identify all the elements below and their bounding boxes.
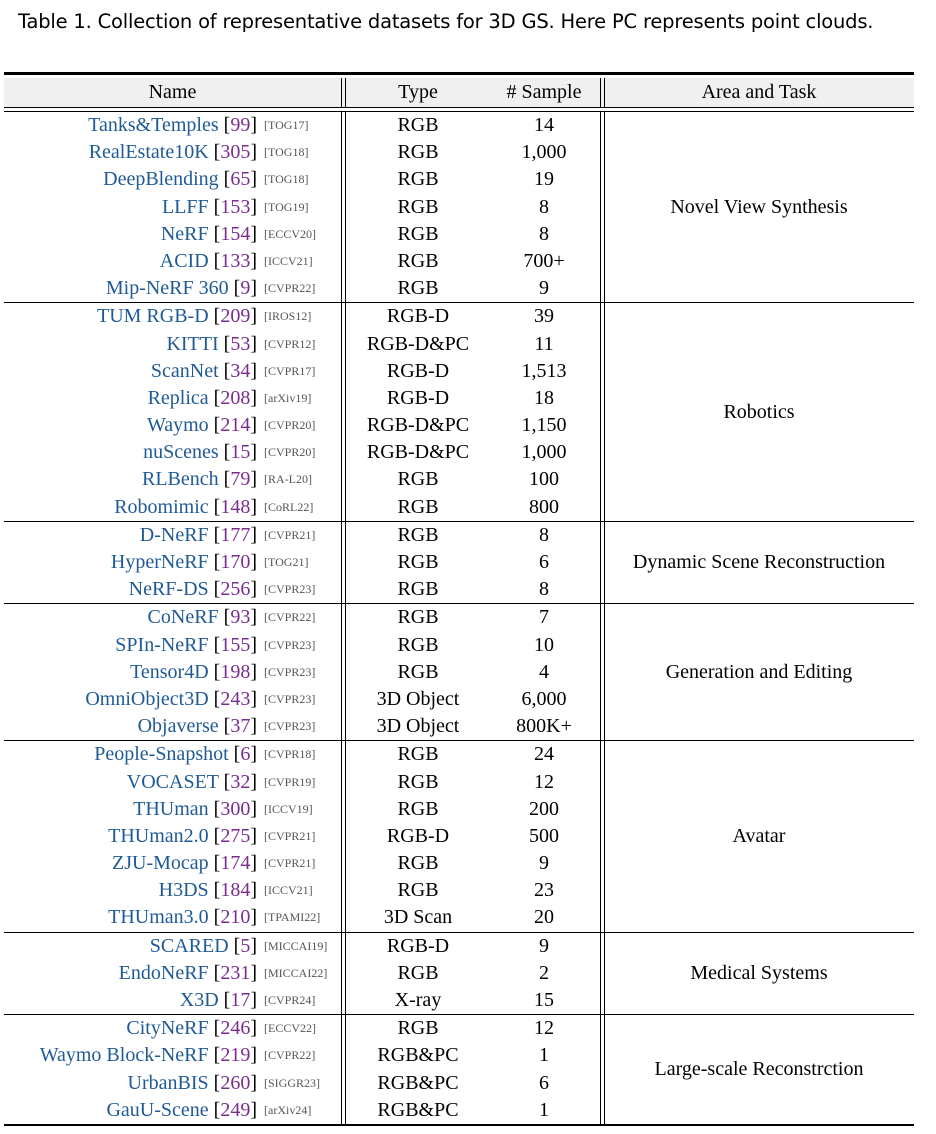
dataset-name[interactable]: NeRF-DS: [128, 578, 209, 601]
sample-count-cell: 15: [534, 989, 554, 1011]
dataset-name[interactable]: Tensor4D: [130, 660, 209, 683]
venue-tag: [TPAMI22]: [264, 910, 321, 925]
data-type-cell: RGB-D: [386, 386, 450, 409]
sample-count-cell: 9: [539, 277, 549, 300]
citation-ref[interactable]: 99: [230, 114, 251, 136]
dataset-name-cell: NeRF [154]: [160, 222, 257, 245]
citation-ref[interactable]: 208: [220, 386, 251, 409]
table-group: [4, 522, 914, 604]
venue-tag: [CVPR22]: [264, 1048, 316, 1063]
data-type-cell: RGB-D&PC: [366, 441, 470, 464]
citation-ref[interactable]: 5: [240, 934, 251, 957]
dataset-name-cell: Objaverse [37]: [137, 715, 257, 738]
dataset-name-cell: Robomimic [148]: [114, 495, 257, 518]
dataset-name-cell: RealEstate10K [305]: [88, 141, 257, 164]
dataset-name-cell: RLBench [79]: [142, 468, 257, 491]
dataset-name-cell: GauU-Scene [249]: [106, 1098, 257, 1121]
data-type-cell: RGB: [397, 114, 439, 136]
table-group: [4, 303, 914, 521]
venue-tag: [CVPR17]: [264, 363, 316, 378]
sample-count-cell: 7: [539, 606, 549, 629]
sample-count-cell: 12: [534, 770, 554, 793]
citation-ref[interactable]: 154: [220, 222, 251, 245]
sample-count-cell: 800K+: [516, 715, 572, 738]
dataset-name-cell: TUM RGB-D [209]: [96, 305, 257, 328]
venue-tag: [CVPR12]: [264, 336, 316, 351]
dataset-name[interactable]: OmniObject3D: [85, 687, 209, 710]
data-type-cell: RGB-D: [386, 359, 450, 382]
dataset-name[interactable]: GauU-Scene: [106, 1098, 209, 1121]
dataset-name-cell: Mip-NeRF 360 [9]: [105, 277, 257, 300]
dataset-name-cell: VOCASET [32]: [126, 770, 257, 793]
dataset-name-cell: SCARED [5]: [149, 934, 257, 957]
area-task-cell: Novel View Synthesis: [670, 195, 848, 218]
dataset-name-cell: CoNeRF [93]: [147, 606, 257, 629]
table-group: [4, 933, 914, 1015]
data-type-cell: RGB: [397, 852, 439, 875]
sample-count-cell: 6: [539, 1071, 549, 1094]
data-type-cell: RGB: [397, 879, 439, 902]
dataset-name[interactable]: Robomimic: [114, 495, 209, 518]
sample-count-cell: 500: [529, 824, 559, 847]
citation-ref[interactable]: 37: [230, 715, 251, 738]
data-type-cell: RGB: [397, 578, 439, 601]
venue-tag: [CVPR20]: [264, 445, 316, 460]
venue-tag: [CVPR22]: [264, 281, 316, 296]
dataset-name[interactable]: Tanks&Temples: [88, 114, 219, 136]
citation-ref[interactable]: 219: [220, 1044, 251, 1067]
data-type-cell: RGB: [397, 141, 439, 164]
citation-ref[interactable]: 275: [220, 824, 251, 847]
data-type-cell: RGB: [397, 797, 439, 820]
venue-tag: [CVPR21]: [264, 527, 316, 542]
venue-tag: [RA-L20]: [264, 472, 312, 487]
dataset-name[interactable]: ZJU-Mocap: [112, 852, 209, 875]
data-type-cell: RGB: [397, 633, 439, 656]
dataset-name-cell: ZJU-Mocap [174]: [112, 852, 257, 875]
dataset-name[interactable]: THUman2.0: [108, 824, 209, 847]
venue-tag: [CVPR21]: [264, 856, 316, 871]
dataset-name[interactable]: Mip-NeRF 360: [105, 277, 229, 300]
sample-count-cell: 4: [539, 660, 549, 683]
sample-count-cell: 2: [539, 961, 549, 984]
dataset-table: [4, 72, 914, 1126]
venue-tag: [TOG19]: [264, 199, 309, 214]
table-group: [4, 1015, 914, 1124]
venue-tag: [CVPR20]: [264, 418, 316, 433]
dataset-name-cell: D-NeRF [177]: [139, 523, 257, 546]
citation-ref[interactable]: 210: [220, 906, 251, 929]
sample-count-cell: 18: [534, 386, 554, 409]
sample-count-cell: 8: [539, 222, 549, 245]
data-type-cell: RGB-D: [386, 934, 450, 957]
citation-ref[interactable]: 300: [220, 797, 251, 820]
dataset-name[interactable]: SPIn-NeRF: [115, 633, 209, 656]
dataset-name-cell: LLFF [153]: [161, 195, 257, 218]
citation-ref[interactable]: 243: [220, 687, 251, 710]
sample-count-cell: 8: [539, 195, 549, 218]
dataset-name[interactable]: Replica: [147, 386, 209, 409]
sample-count-cell: 1,513: [521, 359, 567, 382]
dataset-name-cell: H3DS [184]: [158, 879, 257, 902]
venue-tag: [ICCV21]: [264, 883, 313, 898]
table-group: [4, 741, 914, 931]
sample-count-cell: 8: [539, 578, 549, 601]
sample-count-cell: 12: [534, 1017, 554, 1040]
venue-tag: [MICCAI22]: [264, 965, 328, 980]
venue-tag: [CVPR19]: [264, 774, 316, 789]
sample-count-cell: 20: [534, 906, 554, 929]
data-type-cell: RGB: [397, 495, 439, 518]
dataset-name-cell: UrbanBIS [260]: [127, 1071, 257, 1094]
venue-tag: [TOG18]: [264, 145, 309, 160]
table-body: [4, 112, 914, 1124]
dataset-name[interactable]: RealEstate10K: [88, 141, 209, 164]
data-type-cell: RGB&PC: [377, 1098, 459, 1121]
dataset-name-cell: Tanks&Temples [99]: [88, 114, 257, 136]
header-type: Type: [398, 81, 438, 103]
dataset-name[interactable]: VOCASET: [126, 770, 219, 793]
data-type-cell: RGB: [397, 606, 439, 629]
data-type-cell: 3D Scan: [383, 906, 453, 929]
data-type-cell: RGB: [397, 249, 439, 272]
citation-ref[interactable]: 198: [220, 660, 251, 683]
data-type-cell: RGB: [397, 222, 439, 245]
dataset-name[interactable]: D-NeRF: [139, 523, 209, 546]
citation-ref[interactable]: 53: [230, 332, 251, 355]
dataset-name-cell: ScanNet [34]: [150, 359, 257, 382]
venue-tag: [CVPR24]: [264, 993, 316, 1007]
venue-tag: [CoRL22]: [264, 499, 314, 514]
citation-ref[interactable]: 79: [230, 468, 251, 491]
citation-ref[interactable]: 148: [220, 495, 251, 518]
citation-ref[interactable]: 249: [220, 1098, 251, 1121]
dataset-name-cell: ACID [133]: [159, 249, 257, 272]
sample-count-cell: 23: [534, 879, 554, 902]
data-type-cell: 3D Object: [376, 715, 460, 738]
sample-count-cell: 11: [534, 332, 554, 355]
dataset-name-cell: THUman2.0 [275]: [108, 824, 257, 847]
data-type-cell: RGB-D&PC: [366, 332, 470, 355]
data-type-cell: RGB: [397, 961, 439, 984]
citation-ref[interactable]: 65: [230, 168, 251, 191]
citation-ref[interactable]: 260: [220, 1071, 251, 1094]
citation-ref[interactable]: 93: [230, 606, 251, 629]
header-name: Name: [148, 81, 197, 103]
dataset-name[interactable]: People-Snapshot: [94, 743, 229, 766]
sample-count-cell: 9: [539, 934, 549, 957]
area-task-cell: Avatar: [732, 824, 786, 847]
area-task-cell: Generation and Editing: [665, 660, 853, 683]
area-task-cell: Robotics: [723, 400, 795, 423]
dataset-name-cell: THUman [300]: [133, 797, 257, 820]
dataset-name-cell: THUman3.0 [210]: [108, 906, 257, 929]
sample-count-cell: 1: [539, 1098, 549, 1121]
area-task-cell: Medical Systems: [690, 961, 828, 984]
dataset-name-cell: Tensor4D [198]: [130, 660, 257, 683]
citation-ref[interactable]: 34: [230, 359, 251, 382]
dataset-name[interactable]: H3DS: [158, 879, 209, 902]
data-type-cell: RGB: [397, 168, 439, 191]
data-type-cell: RGB-D&PC: [366, 414, 470, 437]
data-type-cell: RGB-D: [386, 305, 450, 328]
dataset-name[interactable]: THUman3.0: [108, 906, 209, 929]
data-type-cell: RGB: [397, 551, 439, 573]
venue-tag: [arXiv24]: [264, 1102, 312, 1117]
citation-ref[interactable]: 15: [230, 441, 251, 464]
sample-count-cell: 700+: [523, 249, 565, 272]
dataset-name-cell: NeRF-DS [256]: [128, 578, 257, 601]
dataset-name[interactable]: UrbanBIS: [127, 1071, 209, 1094]
citation-ref[interactable]: 305: [220, 141, 251, 164]
dataset-name[interactable]: nuScenes: [143, 441, 219, 464]
sample-count-cell: 19: [534, 168, 554, 191]
dataset-name[interactable]: SCARED: [149, 934, 229, 957]
dataset-name-cell: Waymo [214]: [146, 414, 257, 437]
citation-ref[interactable]: 246: [220, 1017, 251, 1040]
header-area: Area and Task: [701, 81, 817, 103]
table-caption: Table 1. Collection of representative datasets for 3D GS. Here PC represents point clouds.: [18, 10, 874, 33]
sample-count-cell: 8: [539, 523, 549, 546]
bottom-rule: [4, 1124, 914, 1126]
sample-count-cell: 14: [534, 114, 554, 136]
sample-count-cell: 9: [539, 852, 549, 875]
venue-tag: [ICCV19]: [264, 801, 313, 816]
dataset-name-cell: Waymo Block-NeRF [219]: [39, 1044, 257, 1067]
sample-count-cell: 6,000: [521, 687, 567, 710]
venue-tag: [CVPR22]: [264, 610, 316, 625]
data-type-cell: RGB-D: [386, 824, 450, 847]
sample-count-cell: 39: [534, 305, 554, 328]
table-group: [4, 112, 914, 302]
venue-tag: [arXiv19]: [264, 390, 312, 405]
venue-tag: [IROS12]: [264, 309, 312, 324]
dataset-name[interactable]: CoNeRF: [147, 606, 219, 629]
sample-count-cell: 800: [529, 495, 559, 518]
area-task-cell: Large-scale Reconstrction: [654, 1058, 864, 1081]
data-type-cell: RGB: [397, 1017, 439, 1040]
data-type-cell: RGB: [397, 523, 439, 546]
header-sample: # Sample: [506, 81, 582, 103]
data-type-cell: X-ray: [394, 989, 442, 1011]
dataset-name[interactable]: Waymo Block-NeRF: [39, 1044, 209, 1067]
venue-tag: [SIGGR23]: [264, 1075, 320, 1090]
data-type-cell: RGB: [397, 770, 439, 793]
data-type-cell: RGB: [397, 743, 439, 766]
citation-ref[interactable]: 155: [220, 633, 251, 656]
venue-tag: [CVPR23]: [264, 637, 316, 652]
venue-tag: [MICCAI19]: [264, 938, 328, 953]
dataset-name[interactable]: CityNeRF: [126, 1017, 209, 1040]
dataset-name-cell: Replica [208]: [147, 386, 257, 409]
dataset-name-cell: SPIn-NeRF [155]: [115, 633, 257, 656]
venue-tag: [CVPR23]: [264, 719, 316, 734]
venue-tag: [CVPR23]: [264, 582, 316, 597]
area-task-cell: Dynamic Scene Reconstruction: [632, 551, 886, 574]
citation-ref[interactable]: 231: [220, 961, 251, 984]
dataset-name-cell: X3D [17]: [179, 989, 257, 1011]
citation-ref[interactable]: 177: [220, 523, 251, 546]
data-type-cell: RGB&PC: [377, 1044, 459, 1067]
sample-count-cell: 24: [534, 743, 554, 766]
data-type-cell: RGB: [397, 468, 439, 491]
citation-ref[interactable]: 133: [220, 249, 251, 272]
citation-ref[interactable]: 153: [220, 195, 251, 218]
dataset-name[interactable]: Objaverse: [137, 715, 219, 738]
sample-count-cell: 6: [539, 551, 549, 573]
citation-ref[interactable]: 6: [240, 743, 251, 766]
dataset-name[interactable]: THUman: [133, 797, 209, 820]
sample-count-cell: 10: [534, 633, 554, 656]
venue-tag: [TOG21]: [264, 555, 309, 569]
data-type-cell: RGB: [397, 277, 439, 300]
venue-tag: [CVPR21]: [264, 828, 316, 843]
data-type-cell: RGB: [397, 195, 439, 218]
dataset-name-cell: EndoNeRF [231]: [118, 961, 257, 984]
data-type-cell: RGB: [397, 660, 439, 683]
sample-count-cell: 1: [539, 1044, 549, 1067]
citation-ref[interactable]: 256: [220, 578, 251, 601]
dataset-name[interactable]: Waymo: [146, 414, 209, 437]
dataset-name[interactable]: NeRF: [160, 222, 209, 245]
sample-count-cell: 100: [529, 468, 559, 491]
dataset-name[interactable]: KITTI: [166, 332, 219, 355]
dataset-name-cell: OmniObject3D [243]: [85, 687, 257, 710]
dataset-name-cell: KITTI [53]: [166, 332, 257, 355]
venue-tag: [CVPR23]: [264, 664, 316, 679]
citation-ref[interactable]: 209: [220, 305, 251, 328]
dataset-name[interactable]: TUM RGB-D: [96, 305, 209, 328]
citation-ref[interactable]: 174: [220, 852, 251, 875]
venue-tag: [CVPR18]: [264, 747, 316, 762]
table-group: [4, 604, 914, 740]
venue-tag: [ICCV21]: [264, 253, 313, 268]
sample-count-cell: 1,000: [521, 441, 567, 464]
dataset-name-cell: DeepBlending [65]: [103, 168, 257, 191]
sample-count-cell: 1,000: [521, 141, 567, 164]
dataset-name[interactable]: RLBench: [142, 468, 219, 491]
dataset-name[interactable]: HyperNeRF: [110, 551, 209, 573]
citation-ref[interactable]: 214: [220, 414, 251, 437]
dataset-name[interactable]: X3D: [179, 989, 219, 1011]
citation-ref[interactable]: 170: [220, 551, 251, 573]
citation-ref[interactable]: 184: [220, 879, 251, 902]
sample-count-cell: 1,150: [521, 414, 567, 437]
citation-ref[interactable]: 32: [230, 770, 251, 793]
dataset-name[interactable]: DeepBlending: [103, 168, 219, 191]
venue-tag: [ECCV20]: [264, 226, 316, 241]
dataset-name-cell: People-Snapshot [6]: [94, 743, 257, 766]
dataset-name-cell: nuScenes [15]: [143, 441, 257, 464]
venue-tag: [ECCV22]: [264, 1021, 316, 1036]
dataset-name-cell: CityNeRF [246]: [126, 1017, 257, 1040]
citation-ref[interactable]: 17: [230, 989, 251, 1011]
venue-tag: [TOG18]: [264, 172, 309, 187]
dataset-name[interactable]: ScanNet: [150, 359, 219, 382]
data-type-cell: 3D Object: [376, 687, 460, 710]
venue-tag: [TOG17]: [264, 118, 309, 132]
dataset-name-cell: HyperNeRF [170]: [110, 551, 257, 573]
dataset-name[interactable]: LLFF: [161, 195, 209, 218]
citation-ref[interactable]: 9: [240, 277, 251, 300]
venue-tag: [CVPR23]: [264, 691, 316, 706]
data-type-cell: RGB&PC: [377, 1071, 459, 1094]
dataset-name[interactable]: ACID: [159, 249, 209, 272]
dataset-name[interactable]: EndoNeRF: [118, 961, 209, 984]
table-header: [4, 78, 914, 107]
sample-count-cell: 200: [529, 797, 559, 820]
